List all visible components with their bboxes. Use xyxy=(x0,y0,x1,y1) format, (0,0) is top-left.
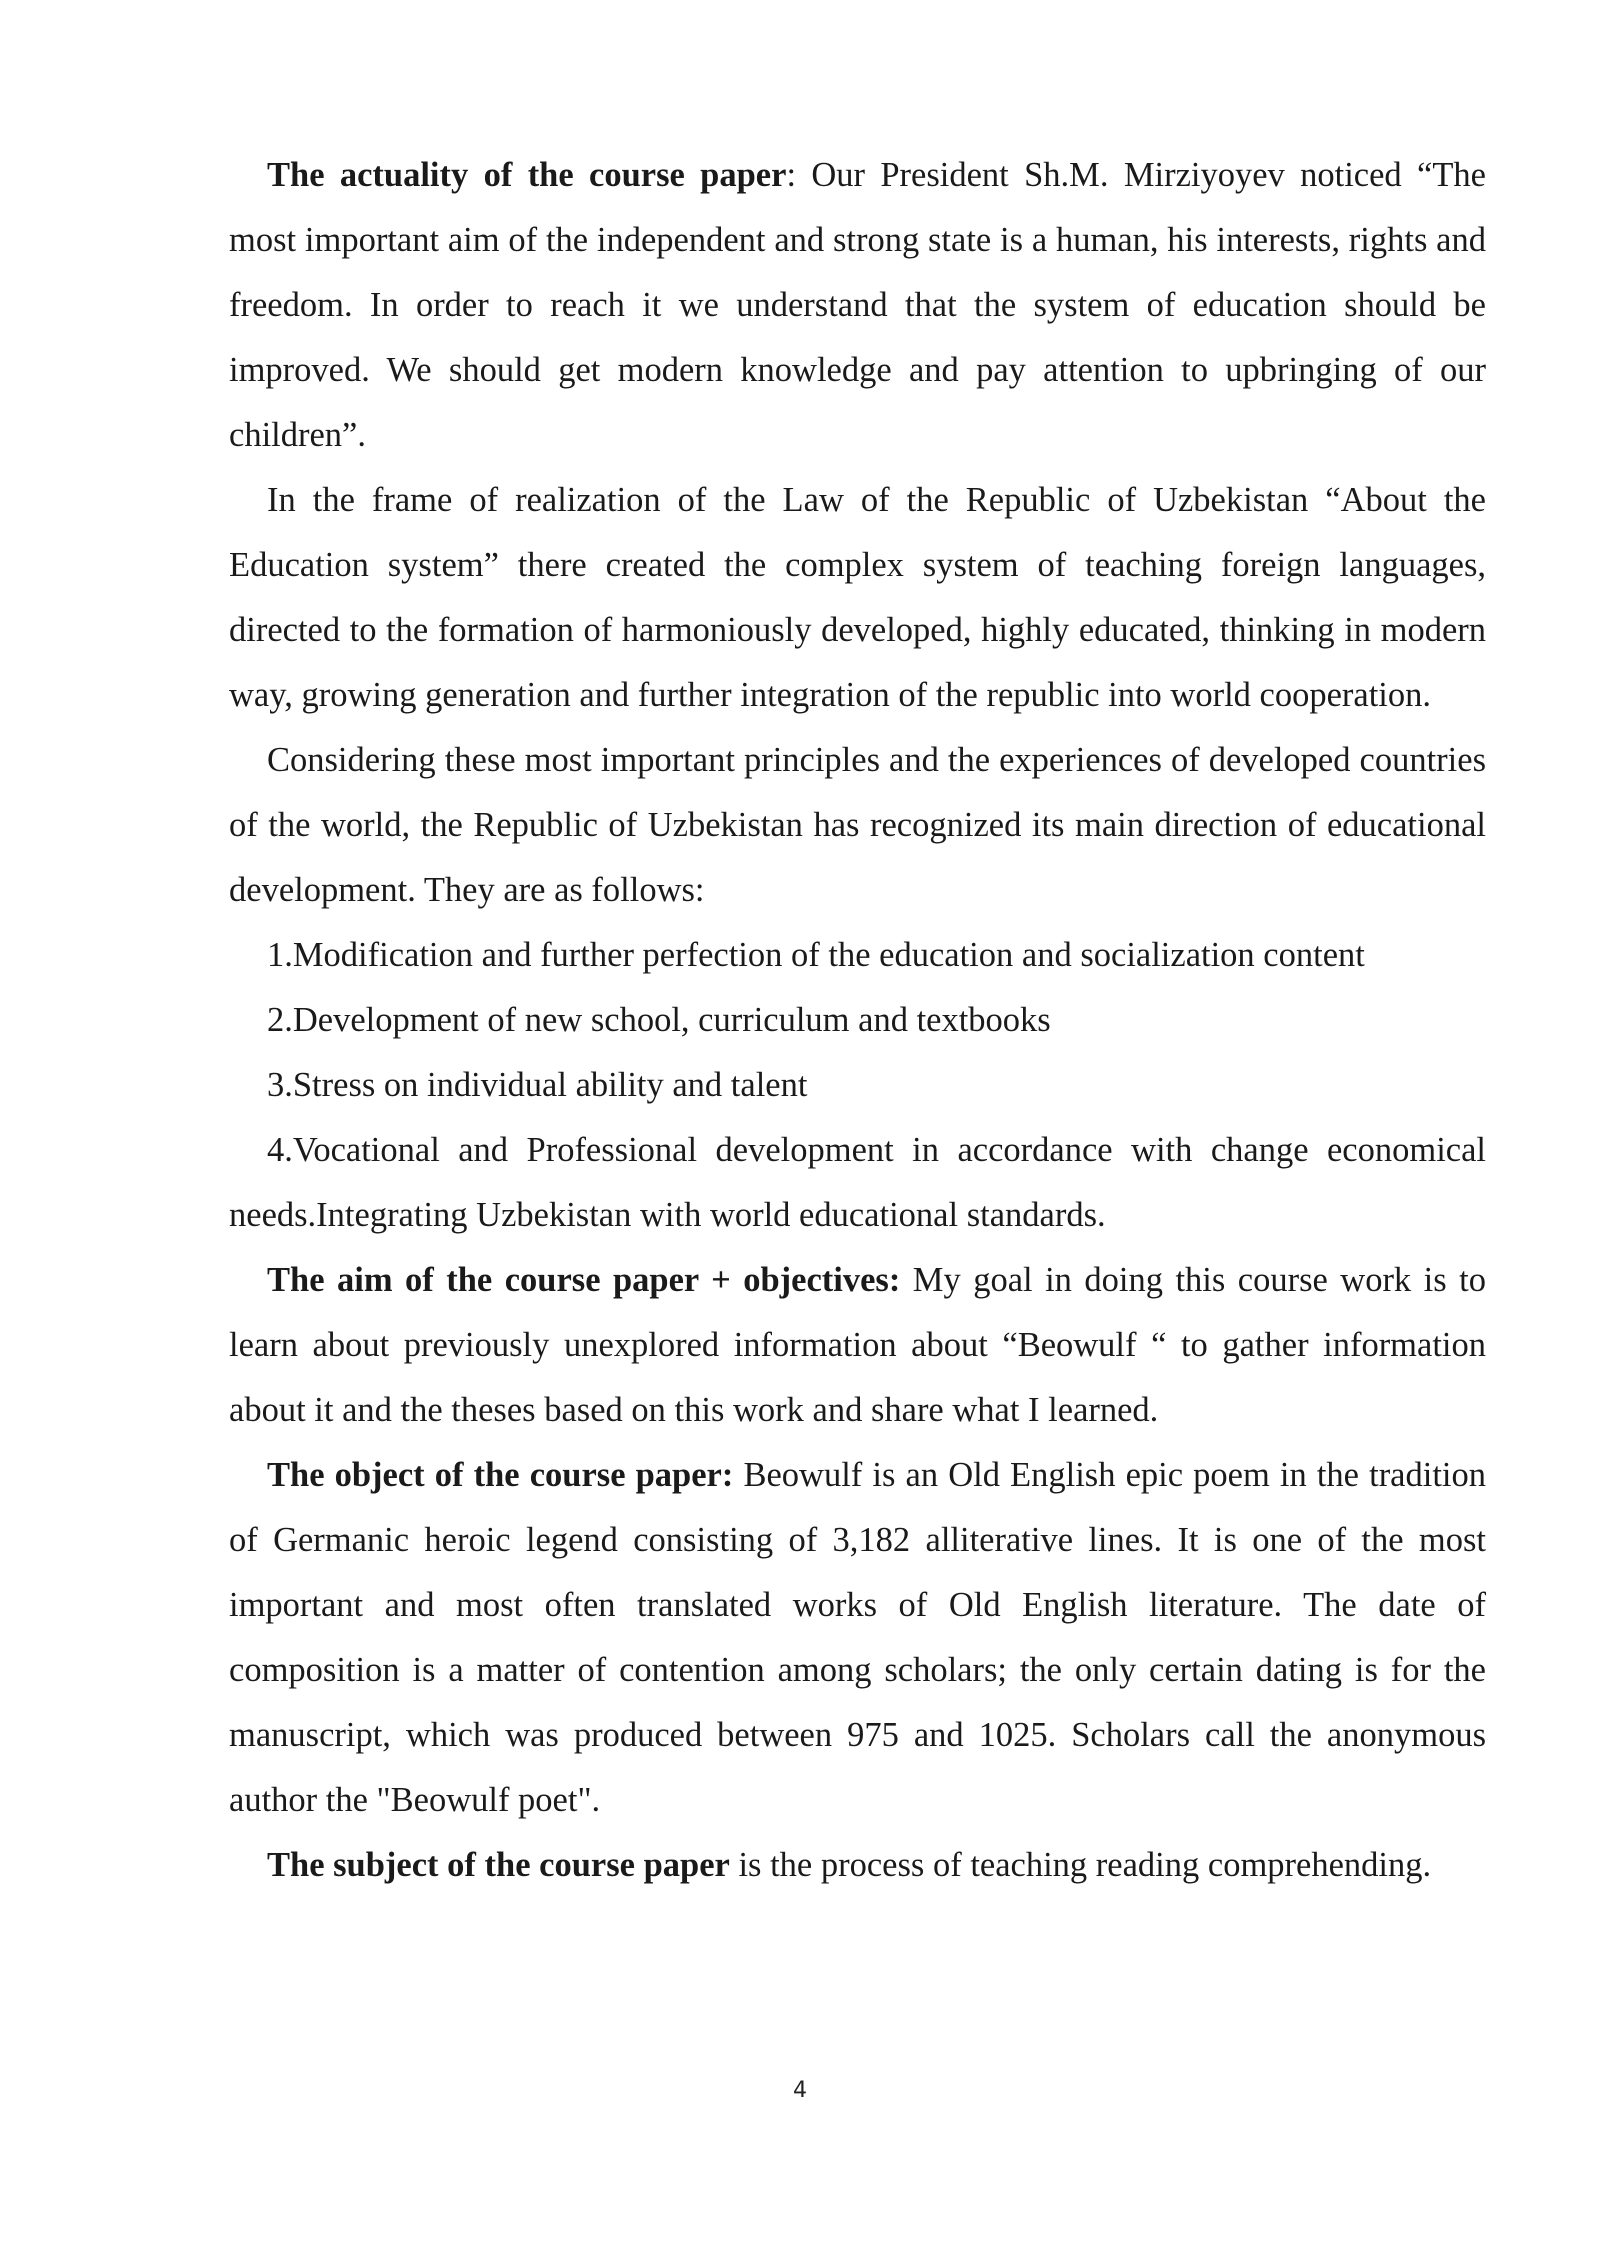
heading-object: The object of the course paper: xyxy=(267,1456,734,1494)
page-number: 4 xyxy=(793,2078,807,2103)
page-body xyxy=(229,143,1486,1898)
paragraph-actuality-text: : Our President Sh.M. Mirziyoyev noticed “The most important aim of the independent and strong state is a human, his interests, rights and freedom. In order to reach it we understand that the system of education should be improved. We should get modern knowledge and pay attention to upbringing of our children”. xyxy=(229,156,1486,454)
list-item: 2.Development of new school, curriculum and textbooks xyxy=(267,1001,1051,1039)
heading-aim: The aim of the course paper + objectives: xyxy=(267,1261,901,1299)
paragraph-object-text: Beowulf is an Old English epic poem in the tradition of Germanic heroic legend consisting of 3,182 alliterative lines. It is one of the most important and most often translated works of Old English literature. The date of composition is a matter of contention among scholars; the only certain dating is for the manuscript, which was produced between 975 and 1025. Scholars call the anonymous author the "Beowulf poet". xyxy=(229,1456,1486,1819)
paragraph-aim xyxy=(229,1248,1486,1443)
paragraph-principles xyxy=(229,728,1486,923)
heading-subject: The subject of the course paper xyxy=(267,1846,730,1884)
paragraph-law-text: In the frame of realization of the Law of the Republic of Uzbekistan “About the Education system” there created the complex system of teaching foreign languages, directed to the formation of harmoniously developed, highly educated, thinking in modern way, growing generation and further integration of the republic into world cooperation. xyxy=(229,481,1486,714)
list-item: 4.Vocational and Professional development in accordance with change economical needs.Integrating Uzbekistan with world educational standards. xyxy=(229,1131,1486,1234)
list-item: 1.Modification and further perfection of the education and socialization content xyxy=(267,936,1365,974)
paragraph-subject xyxy=(229,1833,1486,1898)
paragraph-law xyxy=(229,468,1486,728)
paragraph-object xyxy=(229,1443,1486,1833)
heading-actuality: The actuality of the course paper xyxy=(267,156,787,194)
paragraph-subject-text: is the process of teaching reading comprehending. xyxy=(729,1846,1432,1884)
paragraph-principles-text: Considering these most important principles and the experiences of developed countries of the world, the Republic of Uzbekistan has recognized its main direction of educational development. They are as follows: xyxy=(229,741,1486,909)
paragraph-actuality xyxy=(229,143,1486,468)
list-item: 3.Stress on individual ability and talent xyxy=(267,1066,808,1104)
paragraph-aim-text: My goal in doing this course work is to learn about previously unexplored information about “Beowulf “ to gather information about it and the theses based on this work and share what I learned. xyxy=(229,1261,1486,1429)
